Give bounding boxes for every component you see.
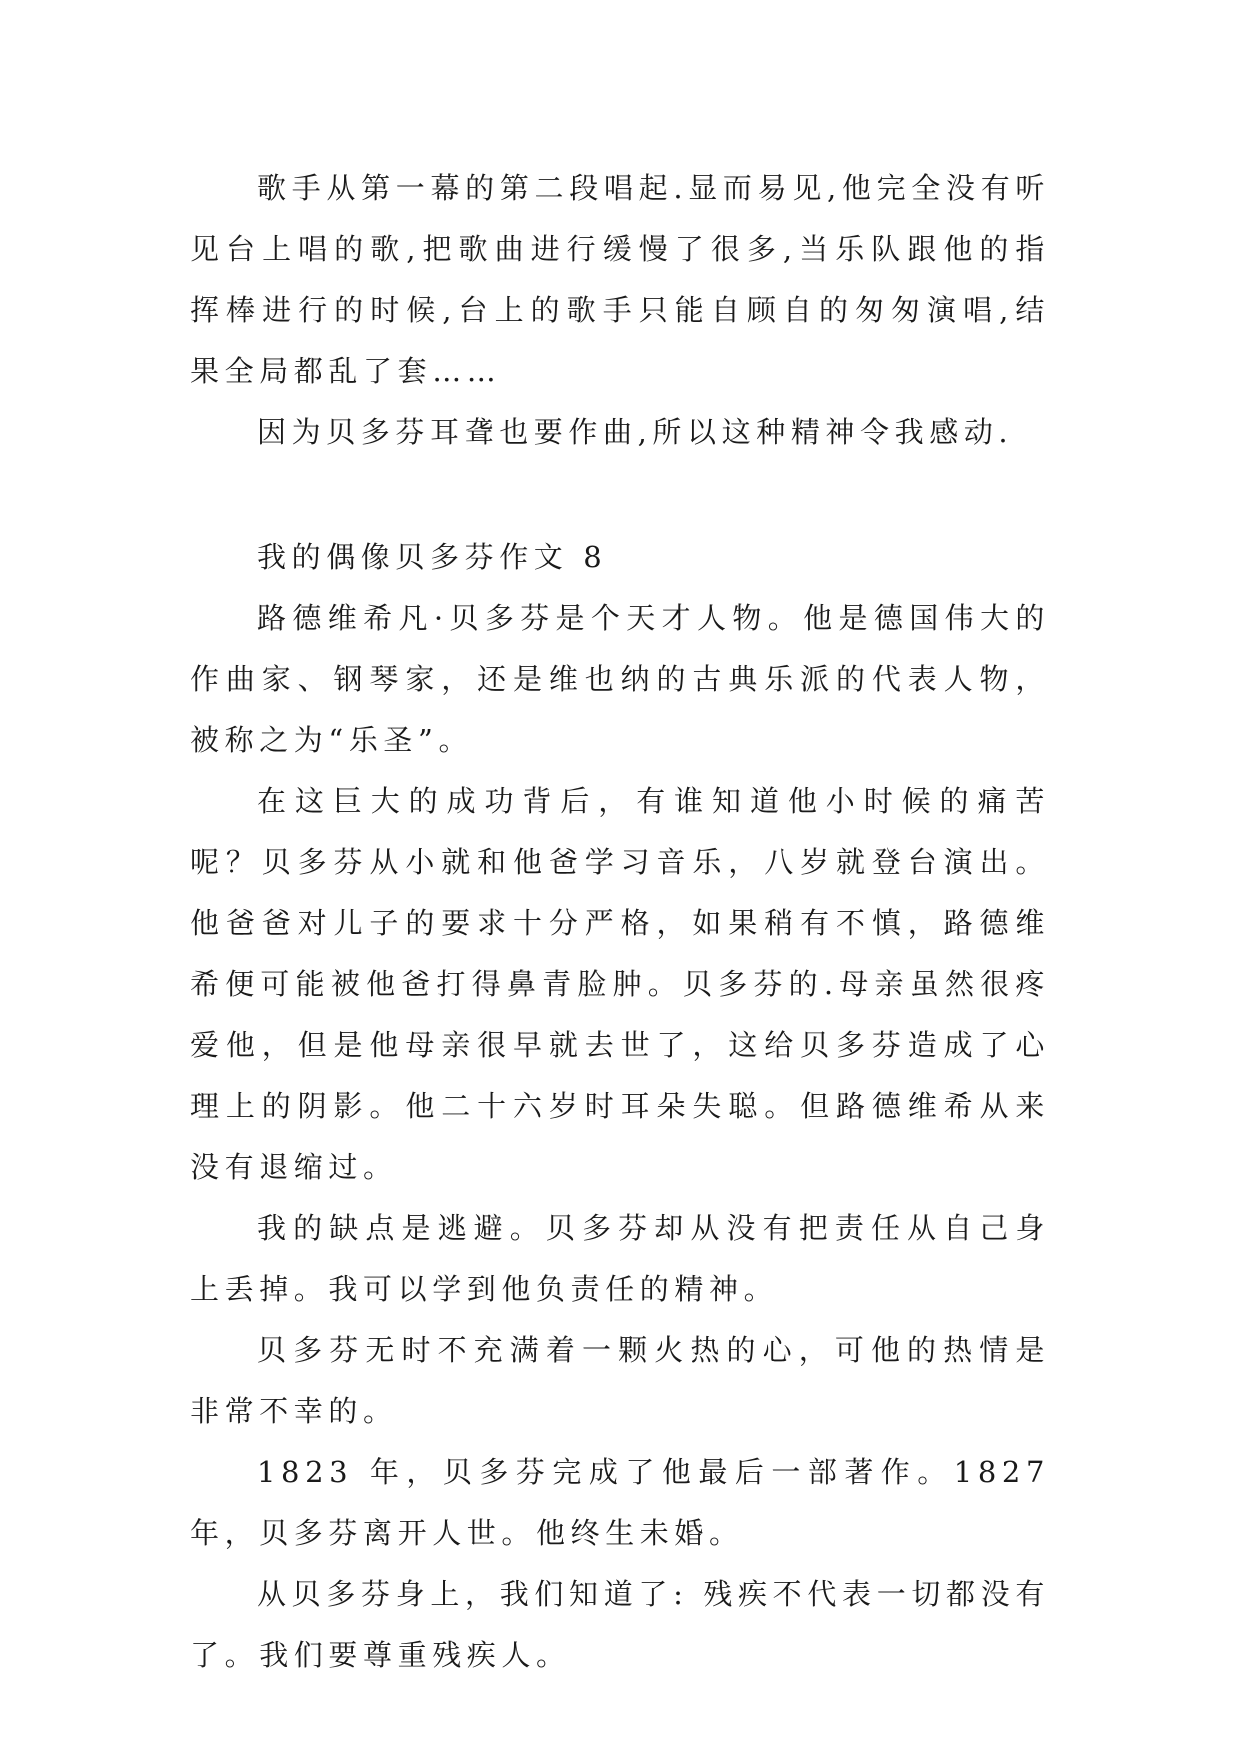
paragraph-responsibility: 我的缺点是逃避。贝多芬却从没有把责任从自己身上丢掉。我可以学到他负责任的精神。	[190, 1211, 1050, 1306]
paragraph-childhood: 在这巨大的成功背后，有谁知道他小时候的痛苦呢？贝多芬从小就和他爸学习音乐，八岁就登台演出。他爸爸对儿子的要求十分严格，如果稍有不慎，路德维希便可能被他爸打得鼻青脸肿。贝多芬的.母亲虽然很疼爱他，但是他母亲很早就去世了，这给贝多芬造成了心理上的阴影。他二十六岁时耳朵失聪。但路德维希从来没有退缩过。	[190, 784, 1050, 1184]
paragraph-passion: 贝多芬无时不充满着一颗火热的心，可他的热情是非常不幸的。	[190, 1333, 1050, 1428]
paragraph-introduction: 路德维希凡·贝多芬是个天才人物。他是德国伟大的作曲家、钢琴家，还是维也纳的古典乐派的代表人物，被称之为“乐圣”。	[190, 601, 1050, 757]
paragraph-final-years: 1823 年，贝多芬完成了他最后一部著作。1827 年，贝多芬离开人世。他终生未婚。	[190, 1455, 1050, 1550]
essay-title: 我的偶像贝多芬作文 8	[257, 540, 608, 574]
paragraph-deaf-composing: 因为贝多芬耳聋也要作曲,所以这种精神令我感动.	[257, 415, 1014, 449]
paragraph-conclusion: 从贝多芬身上，我们知道了: 残疾不代表一切都没有了。我们要尊重残疾人。	[190, 1577, 1050, 1672]
section-gap	[190, 463, 1050, 527]
document-body	[190, 158, 1050, 1686]
paragraph-singer-chaos: 歌手从第一幕的第二段唱起.显而易见,他完全没有听见台上唱的歌,把歌曲进行缓慢了很多,当乐队跟他的指挥棒进行的时候,台上的歌手只能自顾自的匆匆演唱,结果全局都乱了套……	[190, 171, 1050, 388]
